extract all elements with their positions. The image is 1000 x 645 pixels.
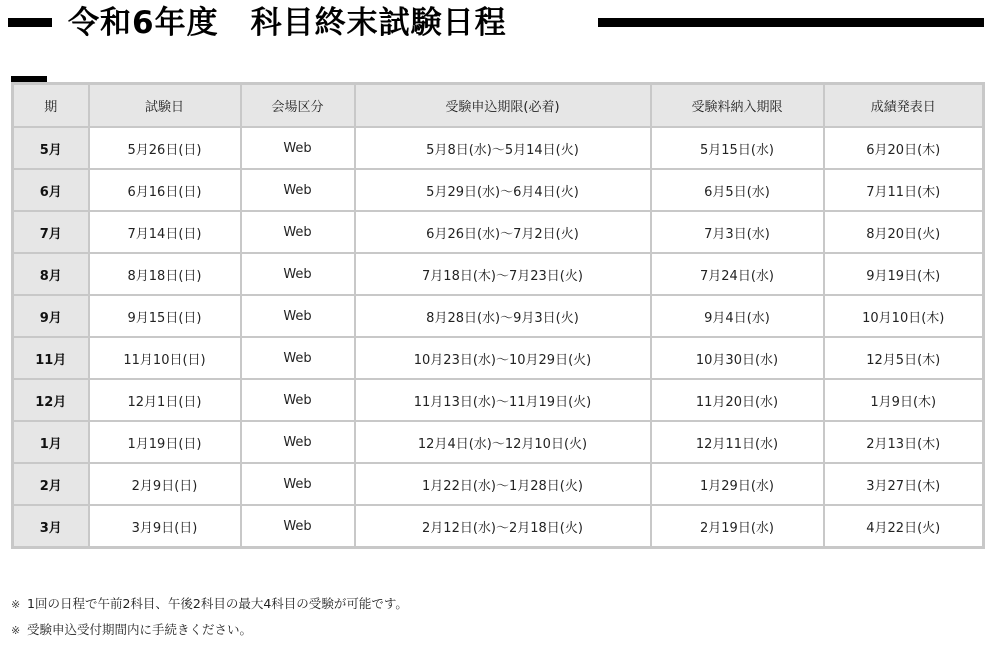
- results-date-cell: 3月27日(木): [824, 463, 984, 505]
- results-date-cell: 1月9日(木): [824, 379, 984, 421]
- note-item: [11, 593, 981, 619]
- page-title: 令和6年度 科目終末試験日程: [68, 5, 507, 41]
- term-cell: 1月: [13, 421, 89, 463]
- note-text: 受験申込受付期間内に手続きください。: [27, 622, 253, 637]
- fee-deadline-cell: 6月5日(水): [651, 169, 824, 211]
- fee-deadline-cell: 9月4日(水): [651, 295, 824, 337]
- table-row: [13, 505, 984, 548]
- table-row: [13, 295, 984, 337]
- venue-type-cell: Web: [241, 505, 355, 548]
- exam-date-cell: 12月1日(日): [89, 379, 241, 421]
- results-date-cell: 2月13日(木): [824, 421, 984, 463]
- term-cell: 6月: [13, 169, 89, 211]
- fee-deadline-cell: 2月19日(水): [651, 505, 824, 548]
- application-deadline-cell: 5月8日(水)〜5月14日(火): [355, 127, 651, 169]
- venue-type-cell: Web: [241, 295, 355, 337]
- table-row: [13, 379, 984, 421]
- results-date-cell: 4月22日(火): [824, 505, 984, 548]
- application-deadline-cell: 8月28日(水)〜9月3日(火): [355, 295, 651, 337]
- exam-date-cell: 6月16日(日): [89, 169, 241, 211]
- application-deadline-cell: 7月18日(木)〜7月23日(火): [355, 253, 651, 295]
- exam-date-cell: 3月9日(日): [89, 505, 241, 548]
- term-cell: 3月: [13, 505, 89, 548]
- results-date-cell: 6月20日(木): [824, 127, 984, 169]
- fee-deadline-cell: 12月11日(水): [651, 421, 824, 463]
- table-header-row: [13, 84, 984, 128]
- fee-deadline-cell: 10月30日(水): [651, 337, 824, 379]
- venue-type-cell: Web: [241, 169, 355, 211]
- title-row: [8, 0, 984, 46]
- application-deadline-cell: 10月23日(水)〜10月29日(火): [355, 337, 651, 379]
- exam-date-cell: 5月26日(日): [89, 127, 241, 169]
- results-date-cell: 7月11日(木): [824, 169, 984, 211]
- header-application-deadline: 受験申込期限(必着): [355, 84, 651, 128]
- term-cell: 12月: [13, 379, 89, 421]
- application-deadline-cell: 1月22日(水)〜1月28日(火): [355, 463, 651, 505]
- table-row: [13, 337, 984, 379]
- venue-type-cell: Web: [241, 127, 355, 169]
- exam-date-cell: 8月18日(日): [89, 253, 241, 295]
- results-date-cell: 9月19日(木): [824, 253, 984, 295]
- term-cell: 8月: [13, 253, 89, 295]
- table-body: [13, 127, 984, 548]
- notes: [11, 593, 981, 645]
- table-row: [13, 127, 984, 169]
- header-results-date: 成績発表日: [824, 84, 984, 128]
- exam-date-cell: 2月9日(日): [89, 463, 241, 505]
- results-date-cell: 12月5日(木): [824, 337, 984, 379]
- term-cell: 7月: [13, 211, 89, 253]
- schedule-table: [11, 82, 985, 549]
- schedule-table-wrapper: [11, 82, 982, 549]
- term-cell: 9月: [13, 295, 89, 337]
- header-venue-type: 会場区分: [241, 84, 355, 128]
- fee-deadline-cell: 7月24日(水): [651, 253, 824, 295]
- term-cell: 5月: [13, 127, 89, 169]
- exam-date-cell: 7月14日(日): [89, 211, 241, 253]
- results-date-cell: 10月10日(木): [824, 295, 984, 337]
- table-row: [13, 463, 984, 505]
- note-item: [11, 619, 981, 645]
- application-deadline-cell: 6月26日(水)〜7月2日(火): [355, 211, 651, 253]
- table-row: [13, 253, 984, 295]
- fee-deadline-cell: 5月15日(水): [651, 127, 824, 169]
- fee-deadline-cell: 7月3日(水): [651, 211, 824, 253]
- fee-deadline-cell: 1月29日(水): [651, 463, 824, 505]
- header-exam-date: 試験日: [89, 84, 241, 128]
- exam-date-cell: 9月15日(日): [89, 295, 241, 337]
- venue-type-cell: Web: [241, 337, 355, 379]
- table-row: [13, 421, 984, 463]
- application-deadline-cell: 12月4日(水)〜12月10日(火): [355, 421, 651, 463]
- results-date-cell: 8月20日(火): [824, 211, 984, 253]
- exam-date-cell: 1月19日(日): [89, 421, 241, 463]
- header-term: 期: [13, 84, 89, 128]
- term-cell: 11月: [13, 337, 89, 379]
- header-fee-deadline: 受験料納入期限: [651, 84, 824, 128]
- venue-type-cell: Web: [241, 253, 355, 295]
- note-text: 1回の日程で午前2科目、午後2科目の最大4科目の受験が可能です。: [27, 596, 408, 611]
- table-row: [13, 169, 984, 211]
- exam-date-cell: 11月10日(日): [89, 337, 241, 379]
- application-deadline-cell: 2月12日(水)〜2月18日(火): [355, 505, 651, 548]
- term-cell: 2月: [13, 463, 89, 505]
- fee-deadline-cell: 11月20日(水): [651, 379, 824, 421]
- application-deadline-cell: 11月13日(水)〜11月19日(火): [355, 379, 651, 421]
- venue-type-cell: Web: [241, 211, 355, 253]
- title-decor-bar-right: [598, 18, 984, 27]
- note-mark: ※: [11, 598, 21, 611]
- application-deadline-cell: 5月29日(水)〜6月4日(火): [355, 169, 651, 211]
- venue-type-cell: Web: [241, 463, 355, 505]
- table-row: [13, 211, 984, 253]
- venue-type-cell: Web: [241, 379, 355, 421]
- venue-type-cell: Web: [241, 421, 355, 463]
- note-mark: ※: [11, 624, 21, 637]
- title-decor-bar-left: [8, 18, 52, 27]
